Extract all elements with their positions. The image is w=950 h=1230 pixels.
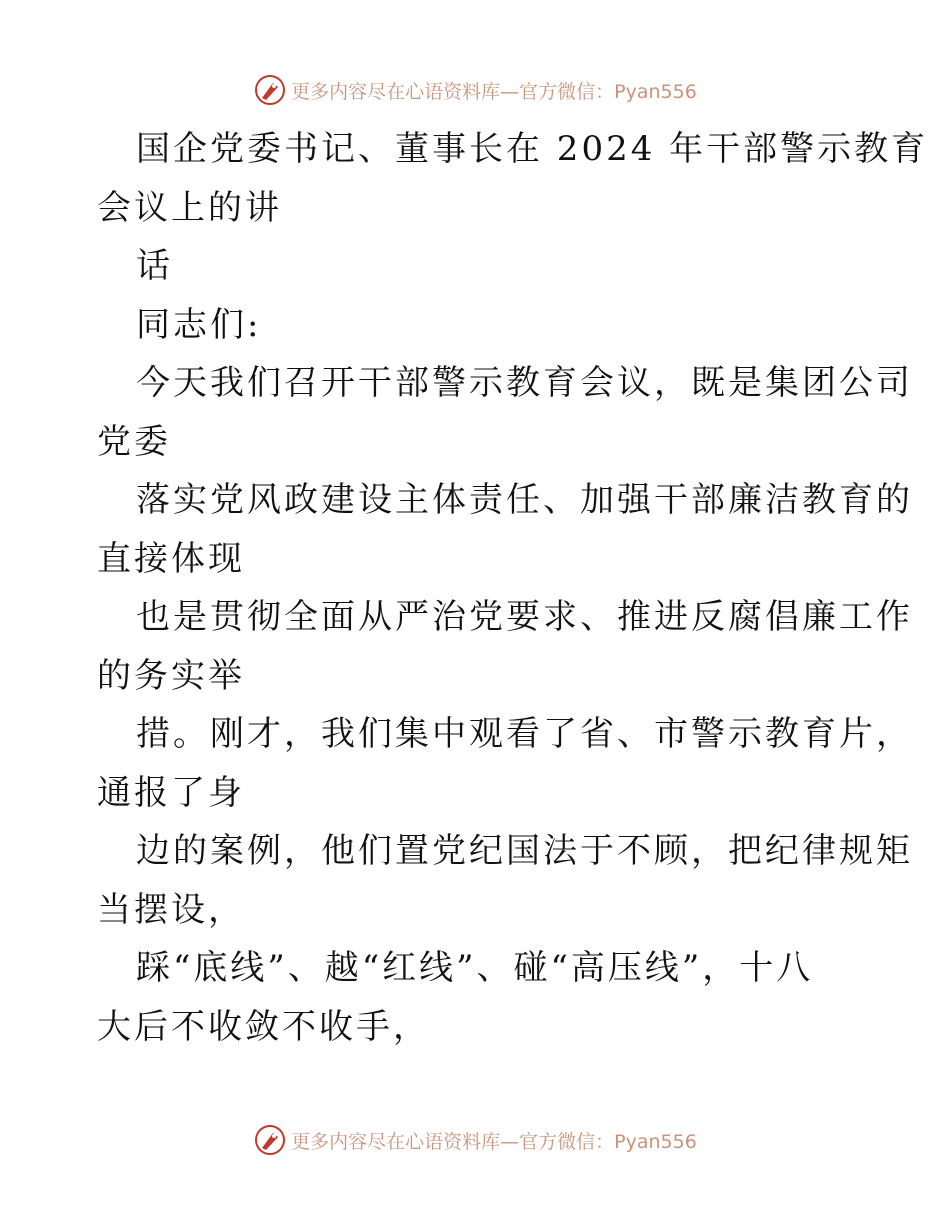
text-line: 也是贯彻全面从严治党要求、推进反腐倡廉工作	[136, 597, 913, 637]
text-line: 今天我们召开干部警示教育会议，既是集团公司	[136, 363, 913, 403]
text-line: 大后不收敛不收手，	[97, 1006, 430, 1047]
text-line: 措。刚才，我们集中观看了省、市警示教育片，	[136, 714, 913, 754]
header-watermark	[0, 70, 950, 110]
text-line: 落实党风政建设主体责任、加强干部廉洁教育的	[136, 480, 913, 520]
text-line: 的务实举	[97, 655, 245, 696]
text-line: 会议上的讲	[97, 187, 282, 228]
text-line: 党委	[97, 421, 171, 462]
text-line: 边的案例，他们置党纪国法于不顾，把纪律规矩	[136, 831, 913, 871]
text-line: 通报了身	[97, 772, 245, 813]
document-body	[97, 120, 929, 1056]
text-line: 话	[136, 246, 173, 286]
pen-nib-seal-icon	[253, 1123, 287, 1157]
text-line: 同志们:	[136, 304, 262, 345]
text-line: 国企党委书记、董事长在 2024 年干部警示教育	[136, 129, 929, 169]
pen-nib-seal-icon	[253, 73, 287, 107]
footer-watermark	[0, 1120, 950, 1160]
text-line: 踩“底线”、越“红线”、碰“高压线”，十八	[136, 948, 814, 988]
watermark-text: 更多内容尽在心语资料库—官方微信：Pyan556	[291, 1130, 697, 1153]
watermark-text: 更多内容尽在心语资料库—官方微信：Pyan556	[291, 80, 697, 103]
text-line: 当摆设，	[97, 889, 245, 930]
text-line: 直接体现	[97, 538, 245, 579]
